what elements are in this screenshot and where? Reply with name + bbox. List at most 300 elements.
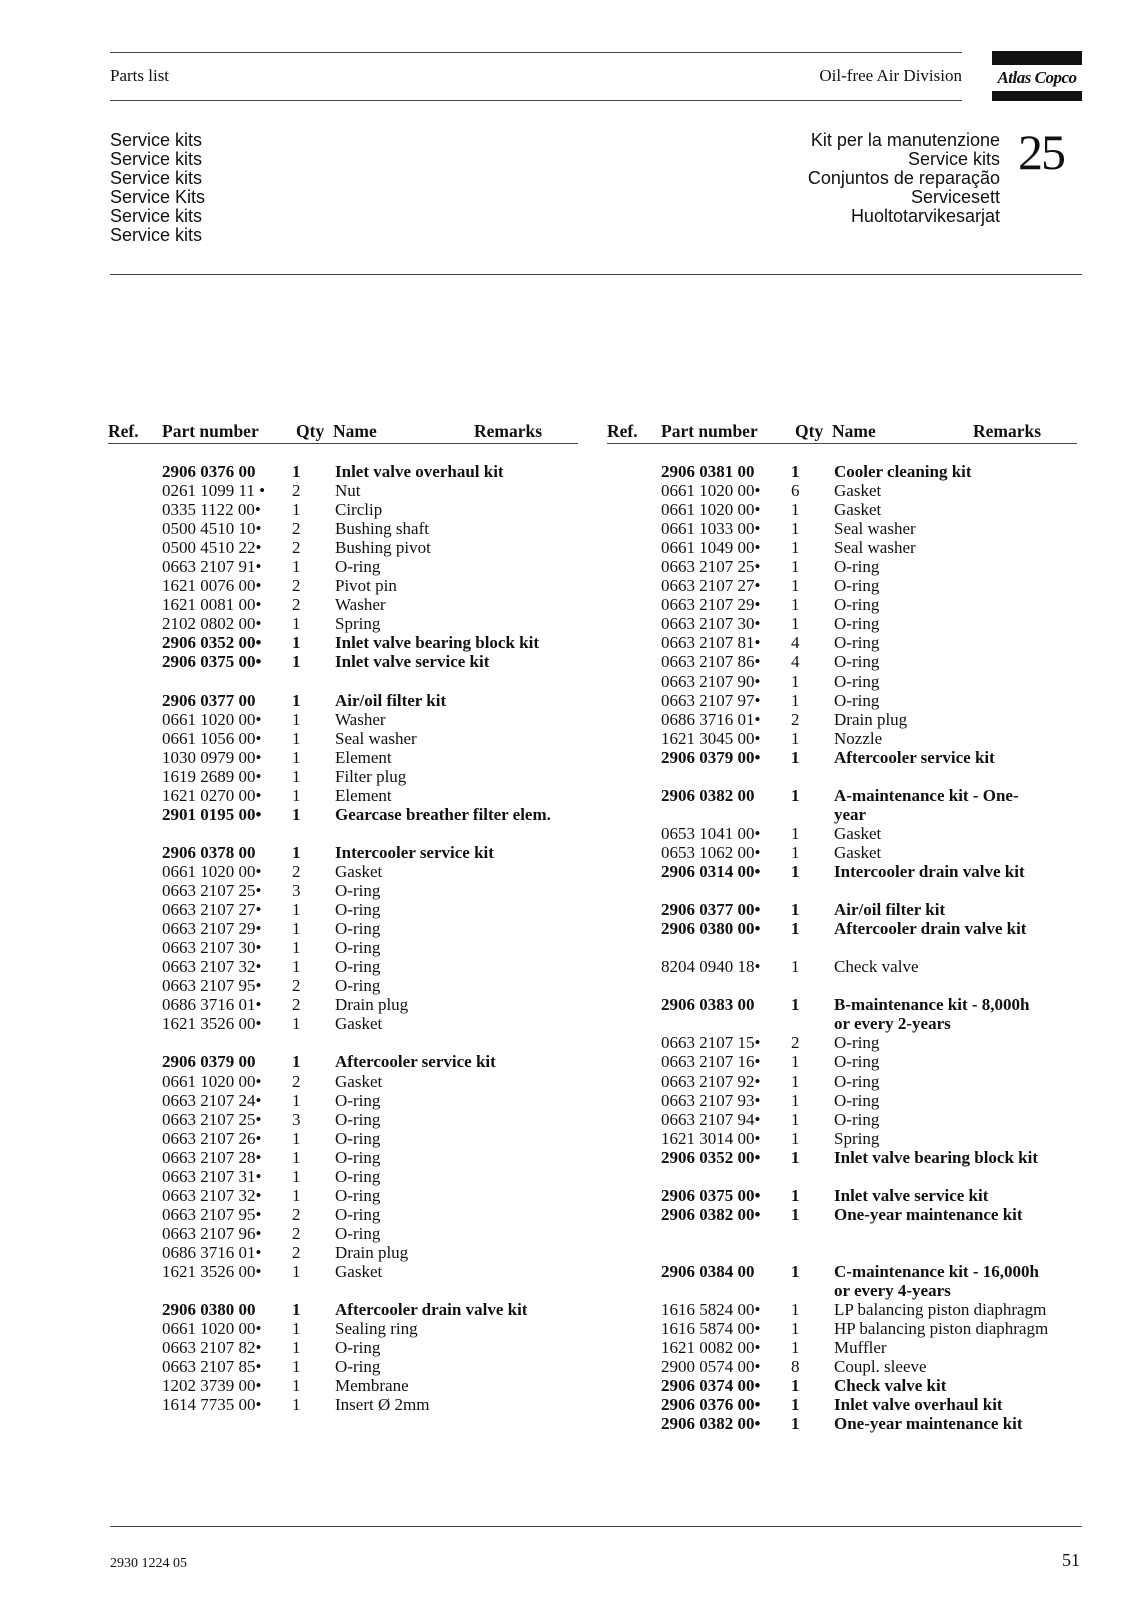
part-number-cell: 1621 0081 00•: [162, 595, 262, 615]
table-row: [607, 1262, 1077, 1281]
qty-cell: 1: [791, 690, 800, 710]
name-cell: O-ring: [834, 1090, 880, 1110]
qty-cell: 1: [791, 1300, 800, 1320]
table-row: [607, 1091, 1077, 1110]
name-cell: Inlet valve bearing block kit: [335, 633, 540, 653]
section-title: Service kits: [110, 149, 203, 169]
table-row: [108, 1110, 578, 1129]
table-row: [607, 900, 1077, 919]
name-cell: O-ring: [335, 1338, 381, 1358]
table-row: [108, 595, 578, 614]
qty-cell: 2: [292, 976, 301, 996]
table-row: [108, 1167, 578, 1186]
qty-cell: 1: [791, 576, 800, 596]
section-title: Kit per la manutenzione: [810, 130, 1000, 150]
part-number-cell: 0663 2107 91•: [162, 557, 262, 577]
table-row: [607, 1205, 1077, 1224]
name-cell: Gasket: [335, 861, 383, 881]
part-number-cell: 0663 2107 96•: [162, 1223, 262, 1243]
qty-cell: 1: [791, 900, 800, 920]
part-number-cell: 0686 3716 01•: [162, 995, 262, 1015]
qty-cell: 1: [791, 1147, 800, 1167]
table-row: [108, 462, 578, 481]
part-number-cell: 0663 2107 31•: [162, 1166, 262, 1186]
name-cell: Gasket: [834, 500, 882, 520]
table-row: [108, 1186, 578, 1205]
part-number-cell: 0663 2107 95•: [162, 1204, 262, 1224]
document-type-label: Parts list: [110, 66, 170, 85]
qty-cell: 1: [292, 1166, 301, 1186]
part-number-cell: 0661 1020 00•: [162, 1071, 262, 1091]
part-number-cell: 0686 3716 01•: [661, 709, 761, 729]
name-cell: O-ring: [335, 1090, 381, 1110]
part-number-cell: 2906 0377 00: [162, 690, 256, 710]
table-row: [607, 862, 1077, 881]
part-number-cell: 0663 2107 29•: [162, 919, 262, 939]
table-row: [108, 710, 578, 729]
table-row: [108, 805, 578, 824]
table-row: [108, 1052, 578, 1071]
table-row: [607, 1014, 1077, 1033]
part-number-cell: 2906 0382 00: [661, 785, 755, 805]
part-number-cell: 0663 2107 25•: [162, 881, 262, 901]
part-number-cell: 2906 0380 00•: [661, 919, 761, 939]
qty-cell: 1: [292, 766, 301, 786]
table-row: [108, 938, 578, 957]
name-cell: Air/oil filter kit: [834, 900, 946, 920]
part-number-cell: 0661 1020 00•: [162, 709, 262, 729]
qty-cell: 1: [292, 938, 301, 958]
part-number-cell: 0663 2107 97•: [661, 690, 761, 710]
name-cell: Gasket: [335, 1261, 383, 1281]
table-row: [607, 710, 1077, 729]
qty-cell: 1: [791, 728, 800, 748]
table-row: [607, 938, 1077, 957]
qty-cell: 1: [791, 1376, 800, 1396]
table-row: [108, 1338, 578, 1357]
table-row: [607, 1110, 1077, 1129]
header-part-number: Part number: [661, 421, 758, 441]
name-cell: O-ring: [335, 557, 381, 577]
name-cell: Bushing shaft: [335, 519, 429, 539]
qty-cell: 1: [791, 1128, 800, 1148]
part-number-cell: 2906 0382 00•: [661, 1414, 761, 1434]
part-number-cell: 0335 1122 00•: [162, 500, 261, 520]
part-number-cell: 2906 0375 00•: [661, 1185, 761, 1205]
part-number-cell: 0663 2107 92•: [661, 1071, 761, 1091]
qty-cell: 1: [791, 538, 800, 558]
qty-cell: 1: [791, 1338, 800, 1358]
qty-cell: 1: [292, 1185, 301, 1205]
qty-cell: 2: [791, 709, 800, 729]
name-cell: O-ring: [834, 595, 880, 615]
name-cell: Inlet valve overhaul kit: [335, 462, 504, 481]
name-cell: Drain plug: [335, 1242, 409, 1262]
qty-cell: 1: [292, 728, 301, 748]
table-row: [108, 900, 578, 919]
part-number-cell: 0663 2107 93•: [661, 1090, 761, 1110]
table-header: [607, 420, 1077, 444]
table-row: [108, 614, 578, 633]
qty-cell: 1: [791, 785, 800, 805]
qty-cell: 1: [791, 1185, 800, 1205]
table-row: [607, 557, 1077, 576]
name-cell: Sealing ring: [335, 1319, 418, 1339]
table-row: [108, 1148, 578, 1167]
qty-cell: 2: [292, 1242, 301, 1262]
part-number-cell: 0663 2107 16•: [661, 1052, 761, 1072]
qty-cell: 2: [292, 538, 301, 558]
part-number-cell: 0663 2107 85•: [162, 1357, 262, 1377]
table-row: [607, 500, 1077, 519]
footer-rule: [110, 1526, 1082, 1527]
part-number-cell: 2906 0352 00•: [661, 1147, 761, 1167]
parts-table-left: [108, 420, 578, 1414]
qty-cell: 1: [791, 1052, 800, 1072]
part-number-cell: 0663 2107 28•: [162, 1147, 262, 1167]
qty-cell: 1: [292, 614, 301, 634]
name-cell: Spring: [335, 614, 381, 634]
name-cell: O-ring: [335, 1128, 381, 1148]
table-row: [108, 481, 578, 500]
qty-cell: 1: [292, 1052, 301, 1072]
part-number-cell: 1621 0076 00•: [162, 576, 262, 596]
table-row: [607, 1376, 1077, 1395]
name-cell: O-ring: [834, 690, 880, 710]
name-cell: Insert Ø 2mm: [335, 1395, 430, 1415]
table-row: [607, 1319, 1077, 1338]
table-row: [108, 1014, 578, 1033]
name-cell: One-year maintenance kit: [834, 1414, 1023, 1434]
name-cell: O-ring: [335, 1223, 381, 1243]
name-cell: Seal washer: [335, 728, 417, 748]
part-number-cell: 2906 0379 00•: [661, 747, 761, 767]
qty-cell: 1: [292, 747, 301, 767]
part-number-cell: 2102 0802 00•: [162, 614, 262, 634]
part-number-cell: 1030 0979 00•: [162, 747, 262, 767]
qty-cell: 3: [292, 881, 301, 901]
qty-cell: 1: [791, 1090, 800, 1110]
part-number-cell: 0663 2107 95•: [162, 976, 262, 996]
table-row: [108, 576, 578, 595]
table-row: [607, 1186, 1077, 1205]
table-row: [108, 1072, 578, 1091]
part-number-cell: 0661 1020 00•: [162, 861, 262, 881]
section-title: Service kits: [907, 149, 1000, 169]
table-row: [607, 919, 1077, 938]
name-cell: O-ring: [834, 671, 880, 691]
section-title: Service kits: [110, 130, 203, 150]
logo-top-bar: [992, 51, 1082, 65]
table-row: [607, 1338, 1077, 1357]
part-number-cell: 2906 0384 00: [661, 1261, 755, 1281]
table-row: [607, 614, 1077, 633]
part-number-cell: 0663 2107 90•: [661, 671, 761, 691]
part-number-cell: 0663 2107 30•: [661, 614, 761, 634]
qty-cell: 1: [292, 1261, 301, 1281]
part-number-cell: 0663 2107 82•: [162, 1338, 262, 1358]
part-number-cell: 0661 1049 00•: [661, 538, 761, 558]
name-cell: O-ring: [834, 1071, 880, 1091]
name-cell: Gasket: [335, 1071, 383, 1091]
section-rule: [110, 274, 1082, 275]
name-cell: Seal washer: [834, 538, 916, 558]
qty-cell: 2: [292, 519, 301, 539]
qty-cell: 1: [791, 557, 800, 577]
name-cell: Aftercooler drain valve kit: [834, 919, 1027, 939]
part-number-cell: 0686 3716 01•: [162, 1242, 262, 1262]
part-number-cell: 0653 1062 00•: [661, 842, 761, 862]
name-cell: O-ring: [834, 1033, 880, 1053]
qty-cell: 1: [791, 595, 800, 615]
name-cell: Nut: [335, 481, 361, 501]
part-number-cell: 0663 2107 29•: [661, 595, 761, 615]
name-cell: Inlet valve service kit: [335, 652, 490, 672]
table-row: [607, 748, 1077, 767]
part-number-cell: 0500 4510 10•: [162, 519, 262, 539]
table-row: [607, 672, 1077, 691]
part-number-cell: 0663 2107 81•: [661, 633, 761, 653]
table-row: [108, 519, 578, 538]
qty-cell: 2: [292, 995, 301, 1015]
header-top-rule: [110, 52, 962, 53]
name-cell: Filter plug: [335, 766, 407, 786]
name-cell: LP balancing piston diaphragm: [834, 1300, 1047, 1320]
parts-table-right: [607, 420, 1077, 1433]
part-number-cell: 1616 5824 00•: [661, 1300, 761, 1320]
part-number-cell: 0261 1099 11 •: [162, 481, 266, 501]
table-row: [108, 1395, 578, 1414]
qty-cell: 2: [292, 1204, 301, 1224]
qty-cell: 1: [292, 500, 301, 520]
name-cell: Check valve: [834, 957, 919, 977]
part-number-cell: 1621 3014 00•: [661, 1128, 761, 1148]
qty-cell: 1: [292, 557, 301, 577]
table-row: [108, 1300, 578, 1319]
table-row: [607, 1072, 1077, 1091]
part-number-cell: 1614 7735 00•: [162, 1395, 262, 1415]
name-cell: Seal washer: [834, 519, 916, 539]
table-row: [108, 1357, 578, 1376]
document-number: 2930 1224 05: [110, 1556, 187, 1571]
part-number-cell: 8204 0940 18•: [661, 957, 761, 977]
table-row: [108, 1262, 578, 1281]
qty-cell: 1: [292, 1376, 301, 1396]
part-number-cell: 1621 0082 00•: [661, 1338, 761, 1358]
name-cell: Inlet valve service kit: [834, 1185, 989, 1205]
name-cell: O-ring: [335, 938, 381, 958]
header-remarks: Remarks: [973, 421, 1042, 441]
table-row: [108, 633, 578, 652]
name-cell: O-ring: [335, 1109, 381, 1129]
part-number-cell: 1621 3526 00•: [162, 1014, 262, 1034]
table-row: [108, 1224, 578, 1243]
table-row: [108, 976, 578, 995]
table-row: [108, 957, 578, 976]
section-title: Servicesett: [910, 187, 1000, 207]
table-row: [108, 881, 578, 900]
qty-cell: 1: [292, 842, 301, 862]
name-cell: Aftercooler service kit: [834, 747, 995, 767]
header-bottom-rule: [110, 100, 962, 101]
header-name: Name: [832, 421, 876, 441]
qty-cell: 1: [292, 1090, 301, 1110]
part-number-cell: 0663 2107 27•: [162, 900, 262, 920]
table-row: [108, 672, 578, 691]
part-number-cell: 1619 2689 00•: [162, 766, 262, 786]
table-row: [607, 1395, 1077, 1414]
name-cell: Gasket: [834, 823, 882, 843]
table-row: [108, 691, 578, 710]
qty-cell: 1: [292, 957, 301, 977]
qty-cell: 1: [791, 957, 800, 977]
table-row: [108, 1091, 578, 1110]
table-row: [607, 633, 1077, 652]
name-cell: Bushing pivot: [335, 538, 431, 558]
header-part-number: Part number: [162, 421, 259, 441]
part-number-cell: 2906 0352 00•: [162, 633, 262, 653]
table-row: [607, 957, 1077, 976]
name-cell: O-ring: [335, 919, 381, 939]
table-row: [607, 824, 1077, 843]
qty-cell: 4: [791, 652, 800, 672]
part-number-cell: 2906 0380 00: [162, 1300, 256, 1320]
section-titles-right: [700, 131, 1000, 226]
part-number-cell: 2900 0574 00•: [661, 1357, 761, 1377]
table-row: [108, 862, 578, 881]
name-cell: Check valve kit: [834, 1376, 947, 1396]
table-row: [108, 1319, 578, 1338]
qty-cell: 4: [791, 633, 800, 653]
name-cell: O-ring: [834, 1109, 880, 1129]
atlas-copco-logo: [992, 51, 1082, 101]
name-cell: One-year maintenance kit: [834, 1204, 1023, 1224]
table-row: [607, 576, 1077, 595]
part-number-cell: 2906 0382 00•: [661, 1204, 761, 1224]
qty-cell: 8: [791, 1357, 800, 1377]
qty-cell: 1: [791, 1261, 800, 1281]
name-cell: Pivot pin: [335, 576, 397, 596]
part-number-cell: 1621 0270 00•: [162, 785, 262, 805]
part-number-cell: 2906 0379 00: [162, 1052, 256, 1072]
qty-cell: 1: [791, 861, 800, 881]
name-cell: Gasket: [335, 1014, 383, 1034]
part-number-cell: 0663 2107 25•: [661, 557, 761, 577]
part-number-cell: 0661 1020 00•: [661, 500, 761, 520]
part-number-cell: 2906 0375 00•: [162, 652, 262, 672]
qty-cell: 1: [292, 1338, 301, 1358]
name-cell: O-ring: [335, 900, 381, 920]
name-cell: Air/oil filter kit: [335, 690, 447, 710]
header-remarks: Remarks: [474, 421, 543, 441]
table-row: [607, 1148, 1077, 1167]
name-cell: Circlip: [335, 500, 383, 520]
name-cell: Element: [335, 785, 392, 805]
table-row: [108, 538, 578, 557]
name-cell: Gearcase breather filter elem.: [335, 804, 551, 824]
name-cell: O-ring: [335, 1357, 381, 1377]
table-row: [607, 595, 1077, 614]
part-number-cell: 0663 2107 24•: [162, 1090, 262, 1110]
part-number-cell: 0663 2107 32•: [162, 1185, 262, 1205]
table-row: [607, 976, 1077, 995]
table-row: [108, 995, 578, 1014]
name-cell: Inlet valve overhaul kit: [834, 1395, 1003, 1415]
table-row: [607, 652, 1077, 671]
part-number-cell: 2901 0195 00•: [162, 804, 262, 824]
qty-cell: 1: [292, 1147, 301, 1167]
page-number: 51: [1062, 1550, 1080, 1570]
table-row: [607, 1033, 1077, 1052]
qty-cell: 1: [791, 995, 800, 1015]
table-row: [108, 919, 578, 938]
part-number-cell: 0661 1020 00•: [661, 481, 761, 501]
name-cell: Intercooler drain valve kit: [834, 861, 1025, 881]
name-cell: Gasket: [834, 842, 882, 862]
part-number-cell: 0661 1056 00•: [162, 728, 262, 748]
qty-cell: 2: [292, 861, 301, 881]
name-cell: O-ring: [335, 1166, 381, 1186]
qty-cell: 1: [292, 1357, 301, 1377]
table-row: [108, 729, 578, 748]
qty-cell: 2: [292, 1071, 301, 1091]
table-row: [607, 805, 1077, 824]
logo-text: Atlas Copco: [997, 68, 1077, 87]
section-titles-left: [110, 131, 205, 245]
name-cell: O-ring: [335, 1185, 381, 1205]
qty-cell: 6: [791, 481, 800, 501]
part-number-cell: 0663 2107 30•: [162, 938, 262, 958]
name-cell: Coupl. sleeve: [834, 1357, 927, 1377]
qty-cell: 1: [292, 690, 301, 710]
header-name: Name: [333, 421, 377, 441]
name-cell: O-ring: [834, 614, 880, 634]
qty-cell: 1: [292, 462, 301, 481]
part-number-cell: 2906 0374 00•: [661, 1376, 761, 1396]
name-cell: Drain plug: [834, 709, 908, 729]
part-number-cell: 1202 3739 00•: [162, 1376, 262, 1396]
qty-cell: 1: [791, 614, 800, 634]
name-cell: Washer: [335, 595, 386, 615]
qty-cell: 2: [292, 1223, 301, 1243]
table-row: [607, 843, 1077, 862]
name-cell: O-ring: [335, 976, 381, 996]
part-number-cell: 0663 2107 27•: [661, 576, 761, 596]
part-number-cell: 1621 3526 00•: [162, 1261, 262, 1281]
part-number-cell: 0663 2107 94•: [661, 1109, 761, 1129]
section-title: Service kits: [110, 206, 203, 226]
part-number-cell: 0500 4510 22•: [162, 538, 262, 558]
name-cell: or every 4-years: [834, 1281, 951, 1301]
qty-cell: 1: [791, 1414, 800, 1434]
table-row: [607, 786, 1077, 805]
table-row: [607, 1414, 1077, 1433]
part-number-cell: 2906 0376 00•: [661, 1395, 761, 1415]
qty-cell: 1: [791, 1109, 800, 1129]
name-cell: Nozzle: [834, 728, 883, 748]
table-row: [108, 767, 578, 786]
qty-cell: 1: [791, 519, 800, 539]
name-cell: Cooler cleaning kit: [834, 462, 972, 481]
qty-cell: 2: [292, 481, 301, 501]
name-cell: Element: [335, 747, 392, 767]
qty-cell: 2: [292, 576, 301, 596]
part-number-cell: 1616 5874 00•: [661, 1319, 761, 1339]
qty-cell: 1: [791, 462, 800, 481]
name-cell: A-maintenance kit - One-: [834, 785, 1019, 805]
part-number-cell: 2906 0377 00•: [661, 900, 761, 920]
qty-cell: 1: [791, 747, 800, 767]
